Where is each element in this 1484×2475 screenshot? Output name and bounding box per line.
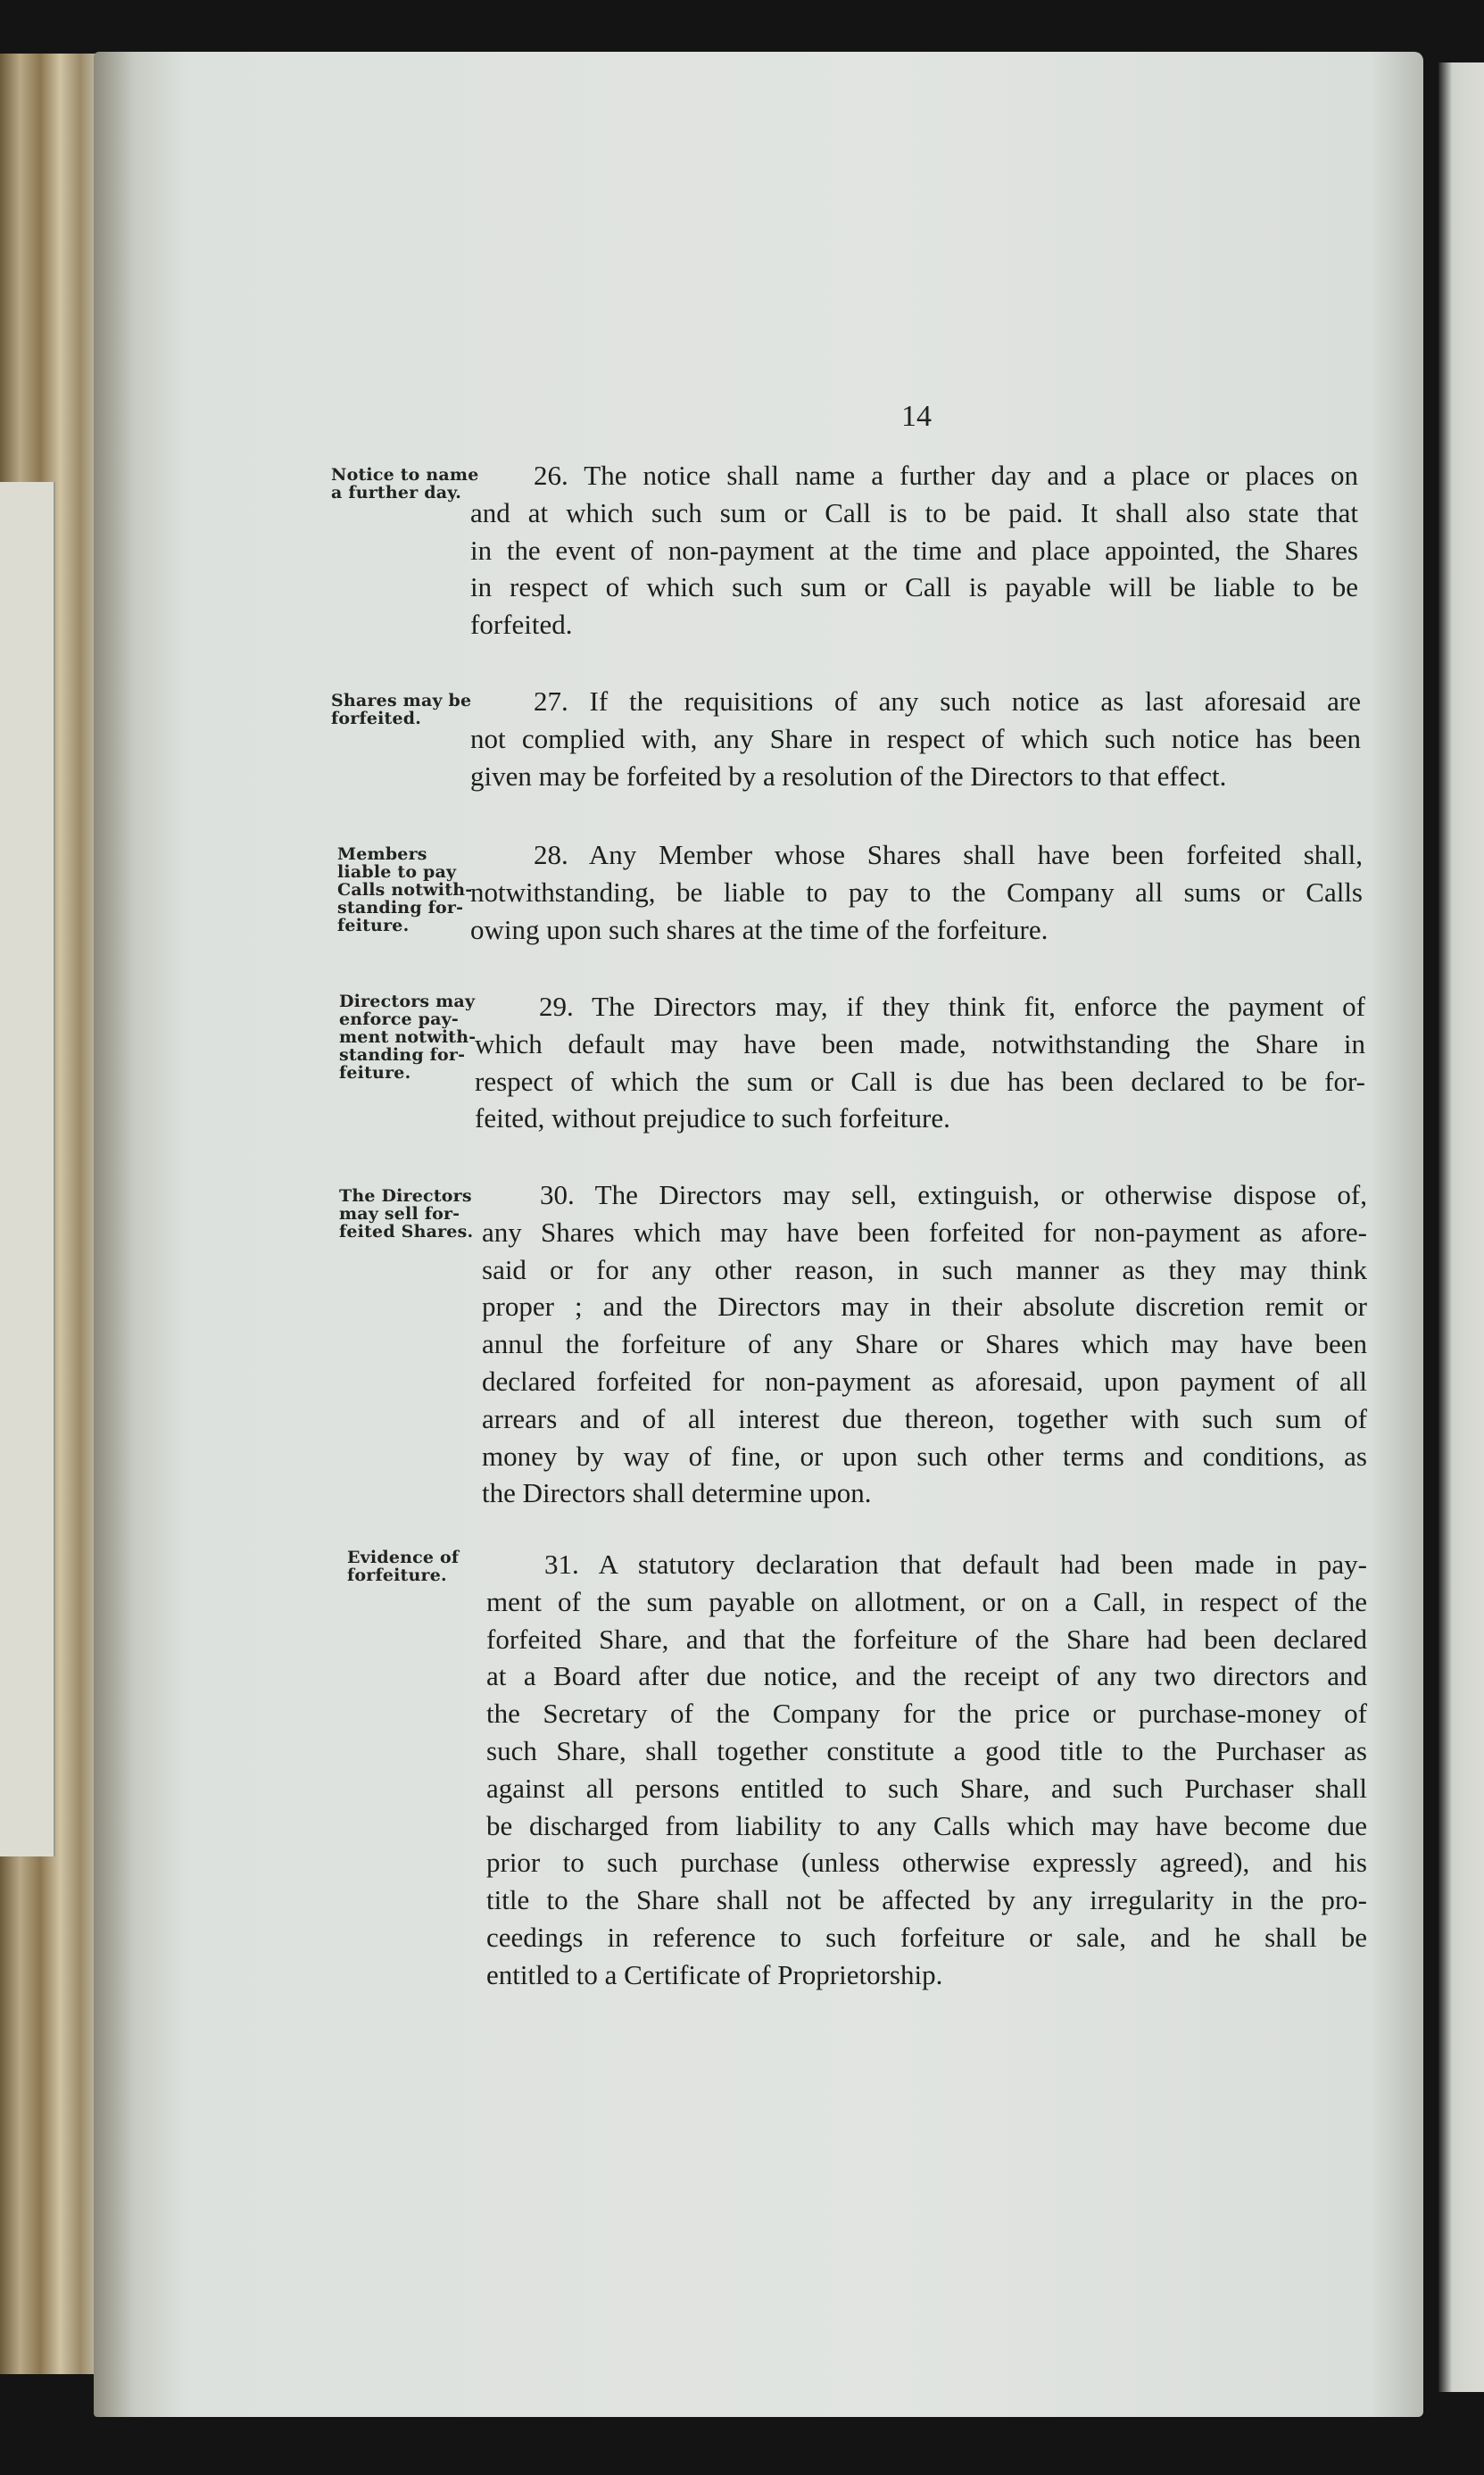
text-line: and at which such sum or Call is to be paid. It shall also state that [470, 496, 1358, 528]
text-line: forfeited Share, and that the forfeiture of the Share had been declared [486, 1623, 1367, 1655]
text-line: 29. The Directors may, if they think fit, enforce the payment of [539, 991, 1365, 1022]
margin-note-line: feiture. [337, 916, 410, 935]
margin-note-line: Members [337, 844, 427, 864]
text-line: respect of which the sum or Call is due has been declared to be for- [475, 1065, 1365, 1097]
text-line: the Secretary of the Company for the price or purchase-money of [486, 1698, 1367, 1730]
margin-note-line: Directors may [339, 992, 476, 1011]
paragraph [475, 988, 1365, 1137]
text-line: declared forfeited for non-payment as aforesaid, upon payment of all [482, 1365, 1367, 1397]
text-line: forfeited. [470, 609, 573, 641]
text-line: be discharged from liability to any Calls which may have become due [486, 1809, 1367, 1841]
text-line: in the event of non-payment at the time and place appointed, the Shares [470, 534, 1358, 566]
margin-note [339, 1187, 473, 1241]
margin-note-line: feiture. [339, 1063, 411, 1083]
margin-note-line: ment notwith- [339, 1027, 477, 1047]
margin-note-line: Shares may be [331, 691, 472, 710]
margin-note-line: liable to pay [337, 862, 457, 882]
margin-note-line: a further day. [331, 483, 462, 502]
margin-note-line: enforce pay- [339, 1009, 459, 1029]
text-line: ment of the sum payable on allotment, or on a Call, in respect of the [486, 1585, 1367, 1617]
text-line: proper ; and the Directors may in their absolute discretion remit or [482, 1291, 1367, 1323]
text-line: at a Board after due notice, and the receipt of any two directors and [486, 1660, 1367, 1692]
text-line: 28. Any Member whose Shares shall have been forfeited shall, [534, 839, 1363, 870]
text-line: not complied with, any Share in respect of which such notice has been [470, 722, 1361, 754]
margin-note-line: Evidence of [347, 1548, 460, 1567]
text-line: entitled to a Certificate of Proprietorship. [486, 1958, 943, 1990]
margin-note [337, 845, 472, 934]
paragraph [486, 1546, 1367, 1994]
margin-note [331, 466, 479, 502]
inserted-leaf [0, 482, 55, 1856]
text-line: any Shares which may have been forfeited for non-payment as afore- [482, 1216, 1367, 1248]
text-line: arrears and of all interest due thereon, together with such sum of [482, 1402, 1367, 1434]
margin-note [331, 692, 471, 727]
text-line: in respect of which such sum or Call is payable will be liable to be [470, 571, 1358, 603]
text-line: owing upon such shares at the time of the forfeiture. [470, 913, 1049, 945]
book-edge-right [1438, 62, 1484, 2392]
text-line: feited, without prejudice to such forfeiture. [475, 1102, 950, 1134]
text-line: title to the Share shall not be affected by any irregularity in the pro- [486, 1884, 1367, 1916]
paragraph [482, 1176, 1367, 1512]
margin-note [339, 992, 476, 1082]
margin-note-line: standing for- [337, 898, 464, 918]
text-line: against all persons entitled to such Share, and such Purchaser shall [486, 1772, 1367, 1804]
text-line: notwithstanding, be liable to pay to the Company all sums or Calls [470, 876, 1363, 908]
text-line: said or for any other reason, in such manner as they may think [482, 1253, 1367, 1285]
text-line: which default may have been made, notwithstanding the Share in [475, 1027, 1365, 1059]
margin-note-line: Calls notwith- [337, 880, 473, 900]
paragraph [470, 683, 1361, 794]
margin-note [347, 1549, 459, 1584]
page-number: 14 [901, 400, 932, 433]
text-line: 27. If the requisitions of any such notice as last aforesaid are [534, 685, 1361, 717]
margin-note-line: Notice to name [331, 465, 479, 485]
text-line: 31. A statutory declaration that default had been made in pay- [544, 1549, 1367, 1580]
paragraph [470, 457, 1358, 644]
text-line: given may be forfeited by a resolution of the Directors to that effect. [470, 760, 1227, 792]
text-line: annul the forfeiture of any Share or Shares which may have been [482, 1328, 1367, 1360]
text-line: money by way of fine, or upon such other terms and conditions, as [482, 1440, 1367, 1472]
text-line: the Directors shall determine upon. [482, 1477, 872, 1509]
paragraph [470, 836, 1363, 948]
text-line: 30. The Directors may sell, extinguish, or otherwise dispose of, [540, 1179, 1367, 1210]
margin-note-line: standing for- [339, 1045, 466, 1065]
margin-note-line: forfeiture. [347, 1566, 447, 1585]
margin-note-line: The Directors [339, 1186, 472, 1206]
text-line: ceedings in reference to such forfeiture or sale, and he shall be [486, 1921, 1367, 1953]
margin-note-line: may sell for- [339, 1204, 460, 1224]
text-line: such Share, shall together constitute a good title to the Purchaser as [486, 1734, 1367, 1766]
text-line: 26. The notice shall name a further day and a place or places on [534, 460, 1358, 491]
text-line: prior to such purchase (unless otherwise expressly agreed), and his [486, 1847, 1367, 1879]
margin-note-line: forfeited. [331, 709, 422, 728]
margin-note-line: feited Shares. [339, 1222, 474, 1242]
